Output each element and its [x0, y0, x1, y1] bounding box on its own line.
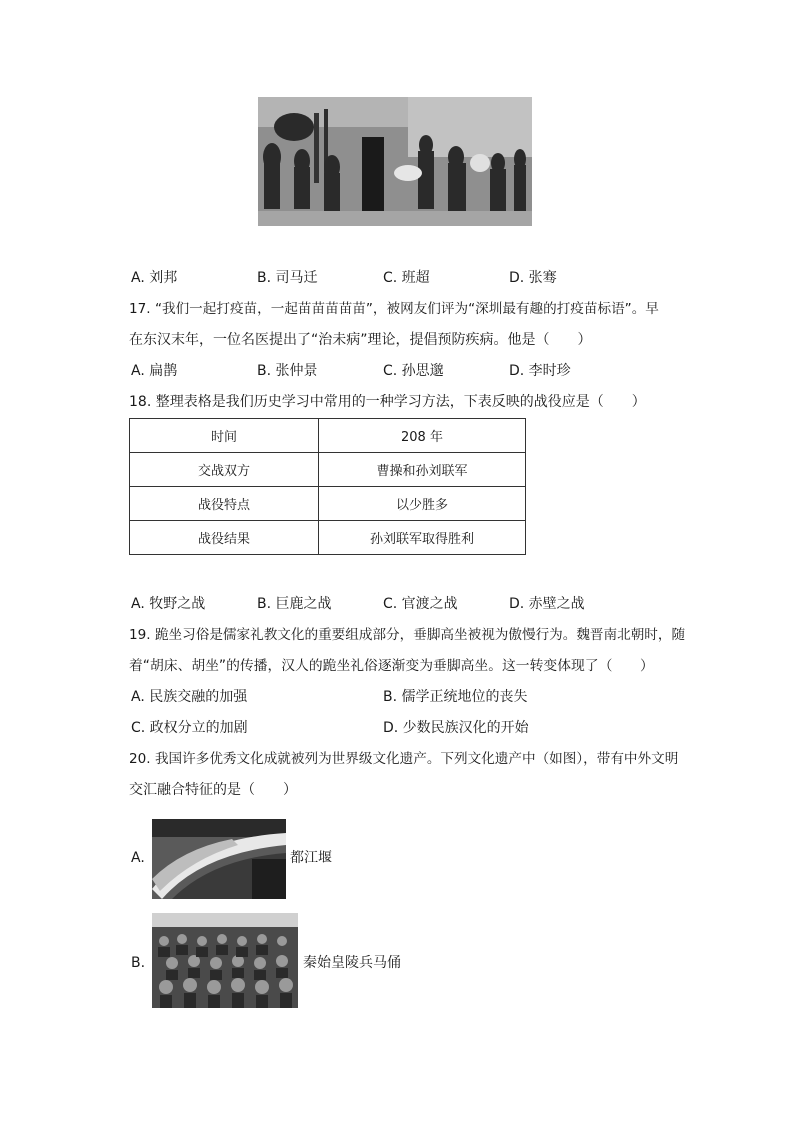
q17-stem-line2: 在东汉末年，一位名医提出了“治未病”理论，提倡预防疾病。他是（ ） [129, 332, 592, 348]
q19-option-a[interactable]: A. 民族交融的加强 [131, 689, 248, 705]
table-cell-label: 交战双方 [130, 453, 319, 487]
q17-stem-line1: 17. “我们一起打疫苗，一起苗苗苗苗苗”，被网友们评为“深圳最有趣的打疫苗标语”。早 [129, 301, 659, 317]
table-cell-label: 战役结果 [130, 521, 319, 555]
q19-stem-line1: 19. 跪坐习俗是儒家礼教文化的重要组成部分，垂脚高坐被视为傲慢行为。魏晋南北朝时，随 [129, 627, 686, 643]
dujiangyan-illustration [152, 819, 286, 899]
q17-option-b[interactable]: B. 张仲景 [257, 363, 318, 379]
q18-stem: 18. 整理表格是我们历史学习中常用的一种学习方法，下表反映的战役应是（ ） [129, 394, 646, 410]
q19-option-b[interactable]: B. 儒学正统地位的丧失 [383, 689, 528, 705]
table-row [130, 419, 526, 453]
q16-option-b[interactable]: B. 司马迁 [257, 270, 318, 286]
q16-option-c[interactable]: C. 班超 [383, 270, 430, 286]
q19-option-c[interactable]: C. 政权分立的加剧 [131, 720, 248, 736]
q17-option-d[interactable]: D. 李时珍 [509, 363, 571, 379]
q16-option-a[interactable]: A. 刘邦 [131, 270, 178, 286]
q20-option-a-letter[interactable]: A. [131, 850, 145, 866]
table-cell-label: 战役特点 [130, 487, 319, 521]
q17-option-c[interactable]: C. 孙思邈 [383, 363, 444, 379]
q19-stem-line2: 着“胡床、胡坐”的传播，汉人的跪坐礼俗逐渐变为垂脚高坐。这一转变体现了（ ） [129, 658, 654, 674]
mural-illustration [258, 97, 532, 226]
q16-option-d[interactable]: D. 张骞 [509, 270, 557, 286]
table-cell-value: 曹操和孙刘联军 [319, 453, 526, 487]
battle-info-table [129, 418, 526, 555]
q18-option-d[interactable]: D. 赤壁之战 [509, 596, 585, 612]
q18-option-b[interactable]: B. 巨鹿之战 [257, 596, 332, 612]
q20-stem-line1: 20. 我国许多优秀文化成就被列为世界级文化遗产。下列文化遗产中（如图），带有中外文明 [129, 751, 679, 767]
table-row [130, 487, 526, 521]
q18-option-a[interactable]: A. 牧野之战 [131, 596, 206, 612]
q20-option-b-caption[interactable]: 秦始皇陵兵马俑 [303, 955, 401, 971]
table-cell-value: 孙刘联军取得胜利 [319, 521, 526, 555]
table-row [130, 521, 526, 555]
table-cell-value: 208 年 [319, 419, 526, 453]
table-row [130, 453, 526, 487]
q18-option-c[interactable]: C. 官渡之战 [383, 596, 458, 612]
q20-stem-line2: 交汇融合特征的是（ ） [129, 782, 297, 798]
mural-image [258, 97, 532, 226]
terracotta-army-image[interactable] [152, 913, 298, 1008]
table-cell-value: 以少胜多 [319, 487, 526, 521]
q20-option-b-letter[interactable]: B. [131, 955, 146, 971]
terracotta-illustration [152, 913, 298, 1008]
q17-option-a[interactable]: A. 扁鹊 [131, 363, 178, 379]
dujiangyan-image[interactable] [152, 819, 286, 899]
q20-option-a-caption[interactable]: 都江堰 [290, 850, 332, 866]
table-cell-label: 时间 [130, 419, 319, 453]
q19-option-d[interactable]: D. 少数民族汉化的开始 [383, 720, 529, 736]
